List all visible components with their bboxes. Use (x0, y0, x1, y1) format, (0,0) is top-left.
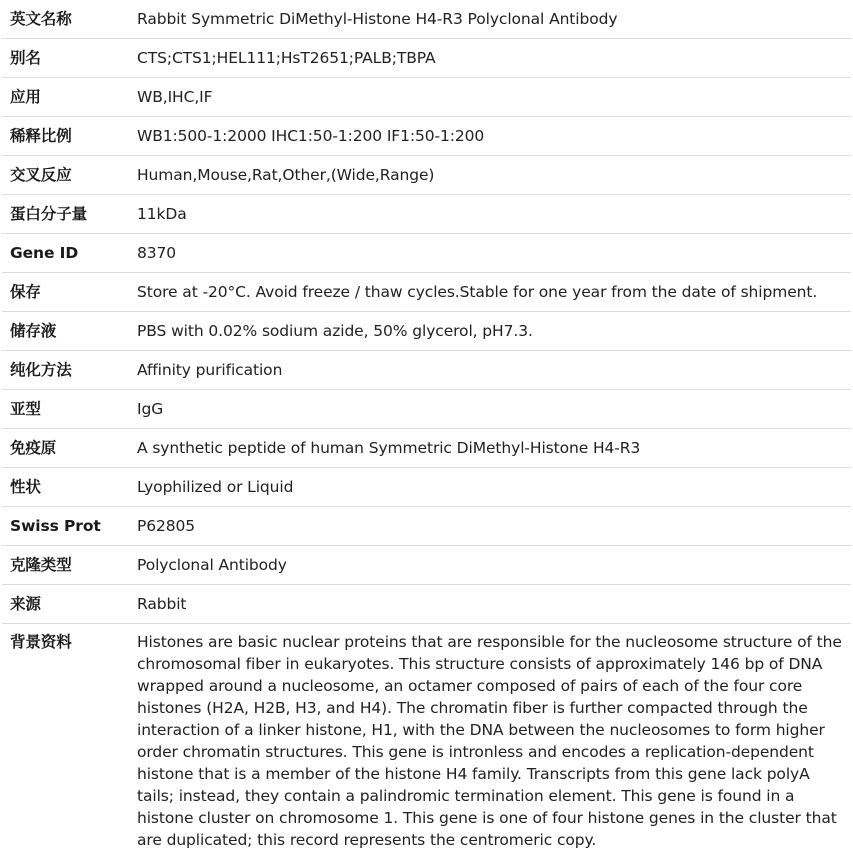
spec-label: 克隆类型 (2, 546, 127, 585)
spec-label: 性状 (2, 468, 127, 507)
spec-row-immunogen (2, 429, 851, 468)
spec-row-swiss-prot (2, 507, 851, 546)
spec-value: 8370 (127, 234, 851, 273)
spec-label: 亚型 (2, 390, 127, 429)
spec-label: 免疫原 (2, 429, 127, 468)
spec-value: WB1:500-1:2000 IHC1:50-1:200 IF1:50-1:200 (127, 117, 851, 156)
spec-value: PBS with 0.02% sodium azide, 50% glycerol, pH7.3. (127, 312, 851, 351)
spec-label: 应用 (2, 78, 127, 117)
spec-row-host (2, 585, 851, 624)
spec-value: Rabbit (127, 585, 851, 624)
background-paragraph: Histones are basic nuclear proteins that are responsible for the nucleosome structure of the chromosomal fiber in eukaryotes. This structure consists of approximately 146 bp of DNA wrapped around a nucleosome, an octamer composed of pairs of each of the four core histones (H2A, H2B, H3, and H4). The chromatin fiber is further compacted through the interaction of a linker histone, H1, with the DNA between the nucleosomes to form higher order chromatin structures. This gene is intronless and encodes a replication-dependent histone that is a member of the histone H4 family. Transcripts from this gene lack polyA tails; instead, they contain a palindromic termination element. This gene is found in a histone cluster on chromosome 1. This gene is one of four histone genes in the cluster that are duplicated; this record represents the centromeric copy. (127, 624, 851, 857)
spec-label: 背景资料 (2, 624, 127, 857)
spec-row-alias (2, 39, 851, 78)
spec-label: 纯化方法 (2, 351, 127, 390)
spec-label: 稀释比例 (2, 117, 127, 156)
spec-label: 来源 (2, 585, 127, 624)
spec-value: Store at -20°C. Avoid freeze / thaw cycles.Stable for one year from the date of shipment. (127, 273, 851, 312)
spec-label: 别名 (2, 39, 127, 78)
spec-value: Rabbit Symmetric DiMethyl-Histone H4-R3 Polyclonal Antibody (127, 0, 851, 39)
spec-row-dilution (2, 117, 851, 156)
spec-value: 11kDa (127, 195, 851, 234)
spec-value: P62805 (127, 507, 851, 546)
product-spec-table (2, 0, 851, 857)
spec-label: Swiss Prot (2, 507, 127, 546)
spec-label: 保存 (2, 273, 127, 312)
spec-label: 交叉反应 (2, 156, 127, 195)
spec-value: A synthetic peptide of human Symmetric DiMethyl-Histone H4-R3 (127, 429, 851, 468)
spec-table-body (2, 0, 851, 857)
spec-value: CTS;CTS1;HEL111;HsT2651;PALB;TBPA (127, 39, 851, 78)
spec-label: 蛋白分子量 (2, 195, 127, 234)
spec-label: 英文名称 (2, 0, 127, 39)
spec-value: Polyclonal Antibody (127, 546, 851, 585)
spec-row-english-name (2, 0, 851, 39)
spec-value: Lyophilized or Liquid (127, 468, 851, 507)
spec-row-storage (2, 273, 851, 312)
spec-row-form (2, 468, 851, 507)
spec-value: Affinity purification (127, 351, 851, 390)
spec-label: 储存液 (2, 312, 127, 351)
spec-row-molecular-weight (2, 195, 851, 234)
spec-row-gene-id (2, 234, 851, 273)
spec-row-cross-reactivity (2, 156, 851, 195)
spec-row-application (2, 78, 851, 117)
spec-label: Gene ID (2, 234, 127, 273)
spec-row-isotype (2, 390, 851, 429)
spec-value: WB,IHC,IF (127, 78, 851, 117)
spec-row-storage-buffer (2, 312, 851, 351)
spec-row-clonality (2, 546, 851, 585)
spec-row-background (2, 624, 851, 857)
spec-value: IgG (127, 390, 851, 429)
spec-value: Human,Mouse,Rat,Other,(Wide,Range) (127, 156, 851, 195)
spec-row-purification (2, 351, 851, 390)
